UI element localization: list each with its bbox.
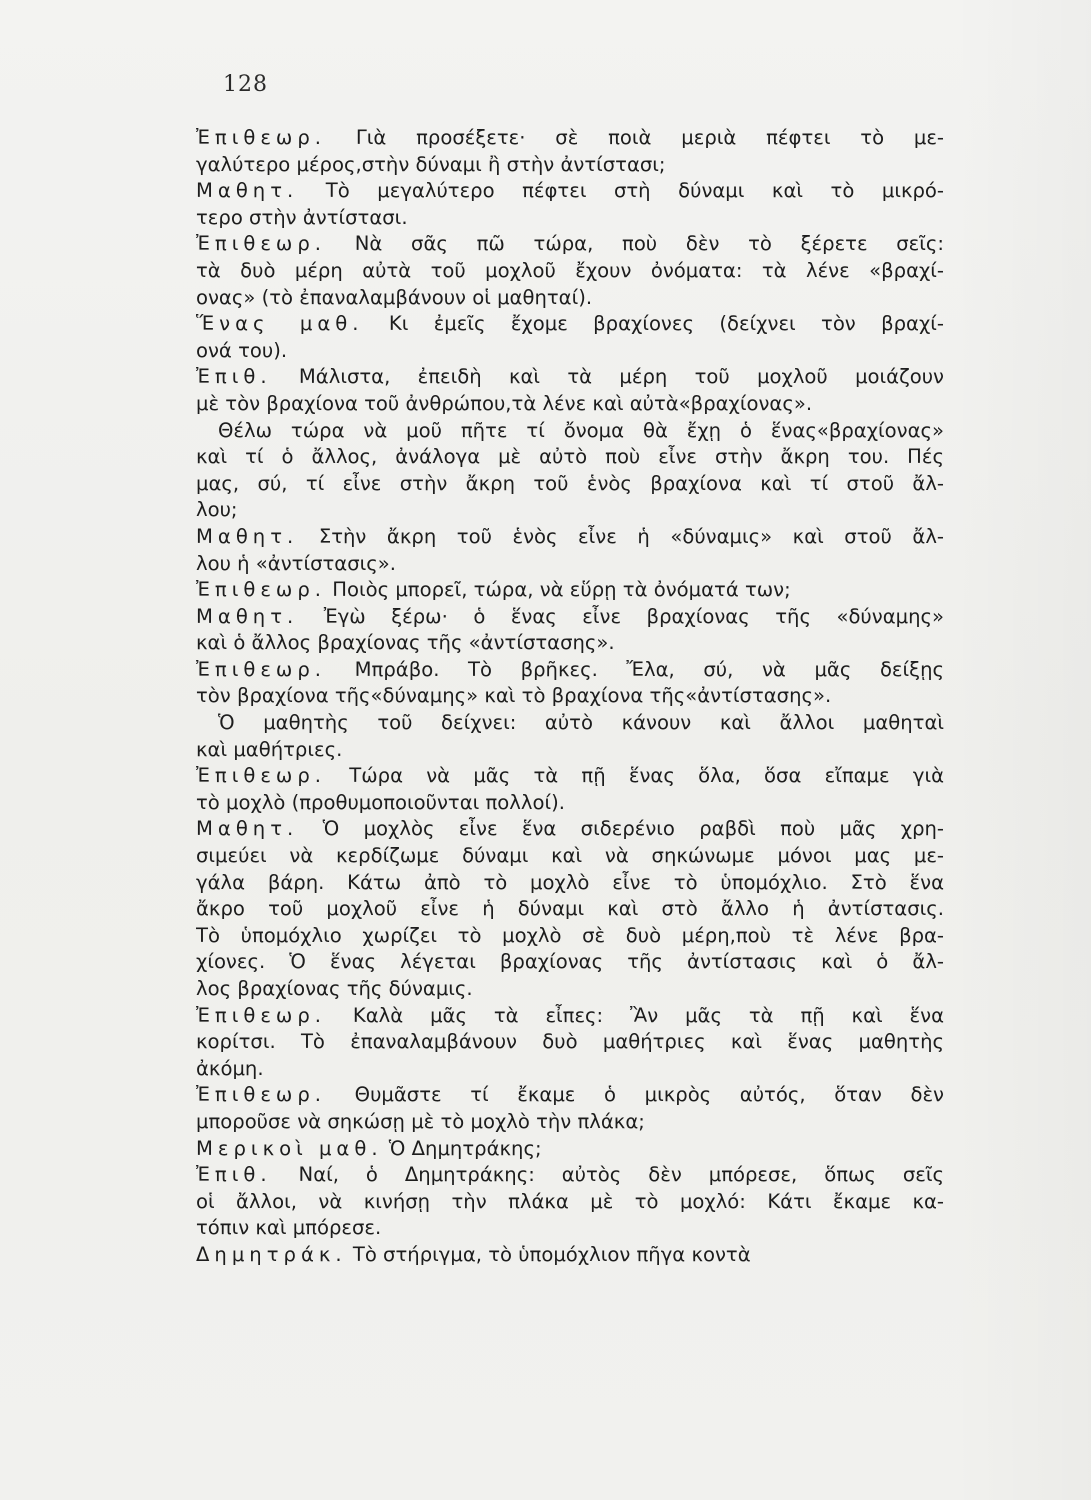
text-line xyxy=(196,178,944,205)
text-line xyxy=(196,125,944,152)
speaker-label: Μερικοὶ μαθ. xyxy=(196,1136,383,1160)
speaker-label: Δημητράκ. xyxy=(196,1242,347,1266)
text-line xyxy=(196,1109,944,1136)
line-text: Ὁ μαθητὴς τοῦ δείχνει: αὐτὸ κάνουν καὶ ἄλλοι μαθηταὶ xyxy=(218,711,944,735)
line-text: τόπιν καὶ μπόρεσε. xyxy=(196,1216,382,1240)
line-text: Μάλιστα, ἐπειδὴ καὶ τὰ μέρη τοῦ μοχλοῦ μοιάζουν xyxy=(298,365,944,389)
speaker-label: Ἐπιθ. xyxy=(196,365,272,389)
text-line xyxy=(196,1003,944,1030)
text-line xyxy=(196,1242,944,1269)
line-text: λος βραχίονας τῆς δύναμις. xyxy=(196,977,473,1000)
line-text: ονας» (τὸ ἐπαναλαμβάνουν οἱ μαθηταί). xyxy=(196,285,593,309)
line-text: καὶ τί ὁ ἄλλος, ἀνάλογα μὲ αὐτὸ ποὺ εἶνε στὴν ἄκρη του. Πές xyxy=(196,445,944,469)
text-line xyxy=(196,418,944,445)
text-line xyxy=(196,471,944,498)
line-text: Τὸ στήριγμα, τὸ ὑπομόχλιον πῆγα κοντὰ xyxy=(352,1242,751,1266)
text-line xyxy=(196,364,944,391)
speaker-label: Μαθητ. xyxy=(196,604,299,628)
text-line xyxy=(196,338,944,365)
speaker-label: Ἐπιθ. xyxy=(196,1163,272,1187)
text-line xyxy=(196,710,944,737)
speaker-label: Ἐπιθεωρ. xyxy=(196,126,327,149)
line-text: Κι ἐμεῖς ἔχομε βραχίονες (δείχνει τὸν βραχί- xyxy=(388,312,944,336)
text-line xyxy=(196,870,944,897)
line-text: Ποιὸς μπορεῖ, τώρα, νὰ εὕρῃ τὰ ὀνόματά των; xyxy=(332,578,791,602)
line-text: Θυμᾶστε τί ἔκαμε ὁ μικρὸς αὐτός, ὅταν δὲν xyxy=(354,1083,944,1107)
line-text: ἄκρο τοῦ μοχλοῦ εἶνε ἡ δύναμι καὶ στὸ ἄλλο ἡ ἀντίστασις. xyxy=(196,897,944,921)
text-line xyxy=(196,1136,944,1163)
line-text: τὸν βραχίονα τῆς«δύναμης» καὶ τὸ βραχίονα τῆς«ἀντίστασης». xyxy=(196,684,832,708)
line-text: μας, σύ, τί εἶνε στὴν ἄκρη τοῦ ἑνὸς βραχίονα καὶ τί στοῦ ἄλ- xyxy=(196,471,944,495)
line-text: μποροῦσε νὰ σηκώσῃ μὲ τὸ μοχλὸ τὴν πλάκα; xyxy=(196,1109,645,1133)
line-text: Ἐγὼ ξέρω· ὁ ἕνας εἶνε βραχίονας τῆς «δύναμης» xyxy=(323,604,944,628)
text-line xyxy=(196,205,944,232)
line-text: κορίτσι. Τὸ ἐπαναλαμβάνουν δυὸ μαθήτριες καὶ ἕνας μαθητὴς xyxy=(196,1030,944,1054)
text-line xyxy=(196,763,944,790)
text-line xyxy=(196,790,944,817)
line-text: μὲ τὸν βραχίονα τοῦ ἀνθρώπου,τὰ λένε καὶ αὐτὰ«βραχίονας». xyxy=(196,391,813,415)
page-number: 128 xyxy=(223,72,268,97)
line-text: λου; xyxy=(196,498,238,522)
line-text: Ὁ Δημητράκης; xyxy=(388,1136,542,1160)
speaker-label: Ἐπιθεωρ. xyxy=(196,1003,327,1027)
line-text: καὶ μαθήτριες. xyxy=(196,737,343,761)
line-text: λου ἡ «ἀντίστασις». xyxy=(196,551,396,575)
text-line xyxy=(196,949,944,976)
line-text: ἀκόμη. xyxy=(196,1056,264,1080)
line-text: Γιὰ προσέξετε· σὲ ποιὰ μεριὰ πέφτει τὸ με- xyxy=(355,126,944,149)
text-line xyxy=(196,311,944,338)
line-text: Ναί, ὁ Δημητράκης: αὐτὸς δὲν μπόρεσε, ὅπως σεῖς xyxy=(298,1163,944,1187)
speaker-label: Ἐπιθεωρ. xyxy=(196,1083,327,1107)
line-text: καὶ ὁ ἄλλος βραχίονας τῆς «ἀντίστασης». xyxy=(196,631,615,655)
line-text: χίονες. Ὁ ἕνας λέγεται βραχίονας τῆς ἀντίστασις καὶ ὁ ἄλ- xyxy=(196,950,944,974)
text-line xyxy=(196,1082,944,1109)
line-text: τὰ δυὸ μέρη αὐτὰ τοῦ μοχλοῦ ἔχουν ὀνόματα: τὰ λένε «βραχί- xyxy=(196,258,944,282)
text-line xyxy=(196,604,944,631)
text-line xyxy=(196,683,944,710)
text-line xyxy=(196,231,944,258)
line-text: οἱ ἄλλοι, νὰ κινήσῃ τὴν πλάκα μὲ τὸ μοχλό: Κάτι ἔκαμε κα- xyxy=(196,1189,944,1213)
line-text: Τώρα νὰ μᾶς τὰ πῇ ἕνας ὅλα, ὅσα εἴπαμε γιὰ xyxy=(349,764,944,788)
line-text: τὸ μοχλὸ (προθυμοποιοῦνται πολλοί). xyxy=(196,790,565,814)
line-text: ονά του). xyxy=(196,338,288,362)
speaker-label: Ἐπιθεωρ. xyxy=(196,657,327,681)
text-line xyxy=(196,896,944,923)
text-line xyxy=(196,1215,944,1242)
text-line xyxy=(196,737,944,764)
page-edge-shading xyxy=(951,0,1091,1500)
dialogue-text xyxy=(196,125,944,1269)
text-line xyxy=(196,1056,944,1083)
speaker-label: Ἐπιθεωρ. xyxy=(196,578,327,602)
speaker-label: Μαθητ. xyxy=(196,817,299,841)
line-text: Θέλω τώρα νὰ μοῦ πῆτε τί ὄνομα θὰ ἔχῃ ὁ ἕνας«βραχίονας» xyxy=(218,418,944,442)
text-line xyxy=(196,1189,944,1216)
line-text: Τὸ ὑπομόχλιο χωρίζει τὸ μοχλὸ σὲ δυὸ μέρη,ποὺ τὲ λένε βρα- xyxy=(196,923,944,947)
text-line xyxy=(196,444,944,471)
text-line xyxy=(196,843,944,870)
line-text: γάλα βάρη. Κάτω ἀπὸ τὸ μοχλὸ εἶνε τὸ ὑπομόχλιο. Στὸ ἕνα xyxy=(196,870,944,894)
text-line xyxy=(196,285,944,312)
text-line xyxy=(196,630,944,657)
text-line xyxy=(196,816,944,843)
line-text: Τὸ μεγαλύτερο πέφτει στὴ δύναμι καὶ τὸ μικρό- xyxy=(325,179,944,203)
text-line xyxy=(196,551,944,578)
speaker-label: Ἕνας μαθ. xyxy=(196,312,364,336)
text-line xyxy=(196,258,944,285)
line-text: Καλὰ μᾶς τὰ εἶπες: Ἂν μᾶς τὰ πῇ καὶ ἕνα xyxy=(352,1003,944,1027)
text-line xyxy=(196,391,944,418)
speaker-label: Μαθητ. xyxy=(196,179,299,203)
line-text: τερο στὴν ἀντίστασι. xyxy=(196,205,408,229)
line-text: γαλύτερο μέρος,στὴν δύναμι ἢ στὴν ἀντίστασι; xyxy=(196,152,666,176)
speaker-label: Ἐπιθεωρ. xyxy=(196,232,327,256)
text-line xyxy=(196,1029,944,1056)
speaker-label: Ἐπιθεωρ. xyxy=(196,764,327,788)
text-line xyxy=(196,976,944,1003)
line-text: Στὴν ἄκρη τοῦ ἑνὸς εἶνε ἡ «δύναμις» καὶ στοῦ ἄλ- xyxy=(318,524,944,548)
text-line xyxy=(196,497,944,524)
text-line xyxy=(196,657,944,684)
text-line xyxy=(196,923,944,950)
speaker-label: Μαθητ. xyxy=(196,524,299,548)
text-line xyxy=(196,152,944,179)
line-text: Νὰ σᾶς πῶ τώρα, ποὺ δὲν τὸ ξέρετε σεῖς: xyxy=(354,232,944,256)
text-line xyxy=(196,1162,944,1189)
text-line xyxy=(196,524,944,551)
line-text: σιμεύει νὰ κερδίζωμε δύναμι καὶ νὰ σηκώνωμε μόνοι μας με- xyxy=(196,844,944,868)
text-line xyxy=(196,577,944,604)
line-text: Μπράβο. Τὸ βρῆκες. Ἔλα, σύ, νὰ μᾶς δείξῃς xyxy=(354,657,944,681)
line-text: Ὁ μοχλὸς εἶνε ἕνα σιδερένιο ραβδὶ ποὺ μᾶς χρη- xyxy=(322,817,944,841)
